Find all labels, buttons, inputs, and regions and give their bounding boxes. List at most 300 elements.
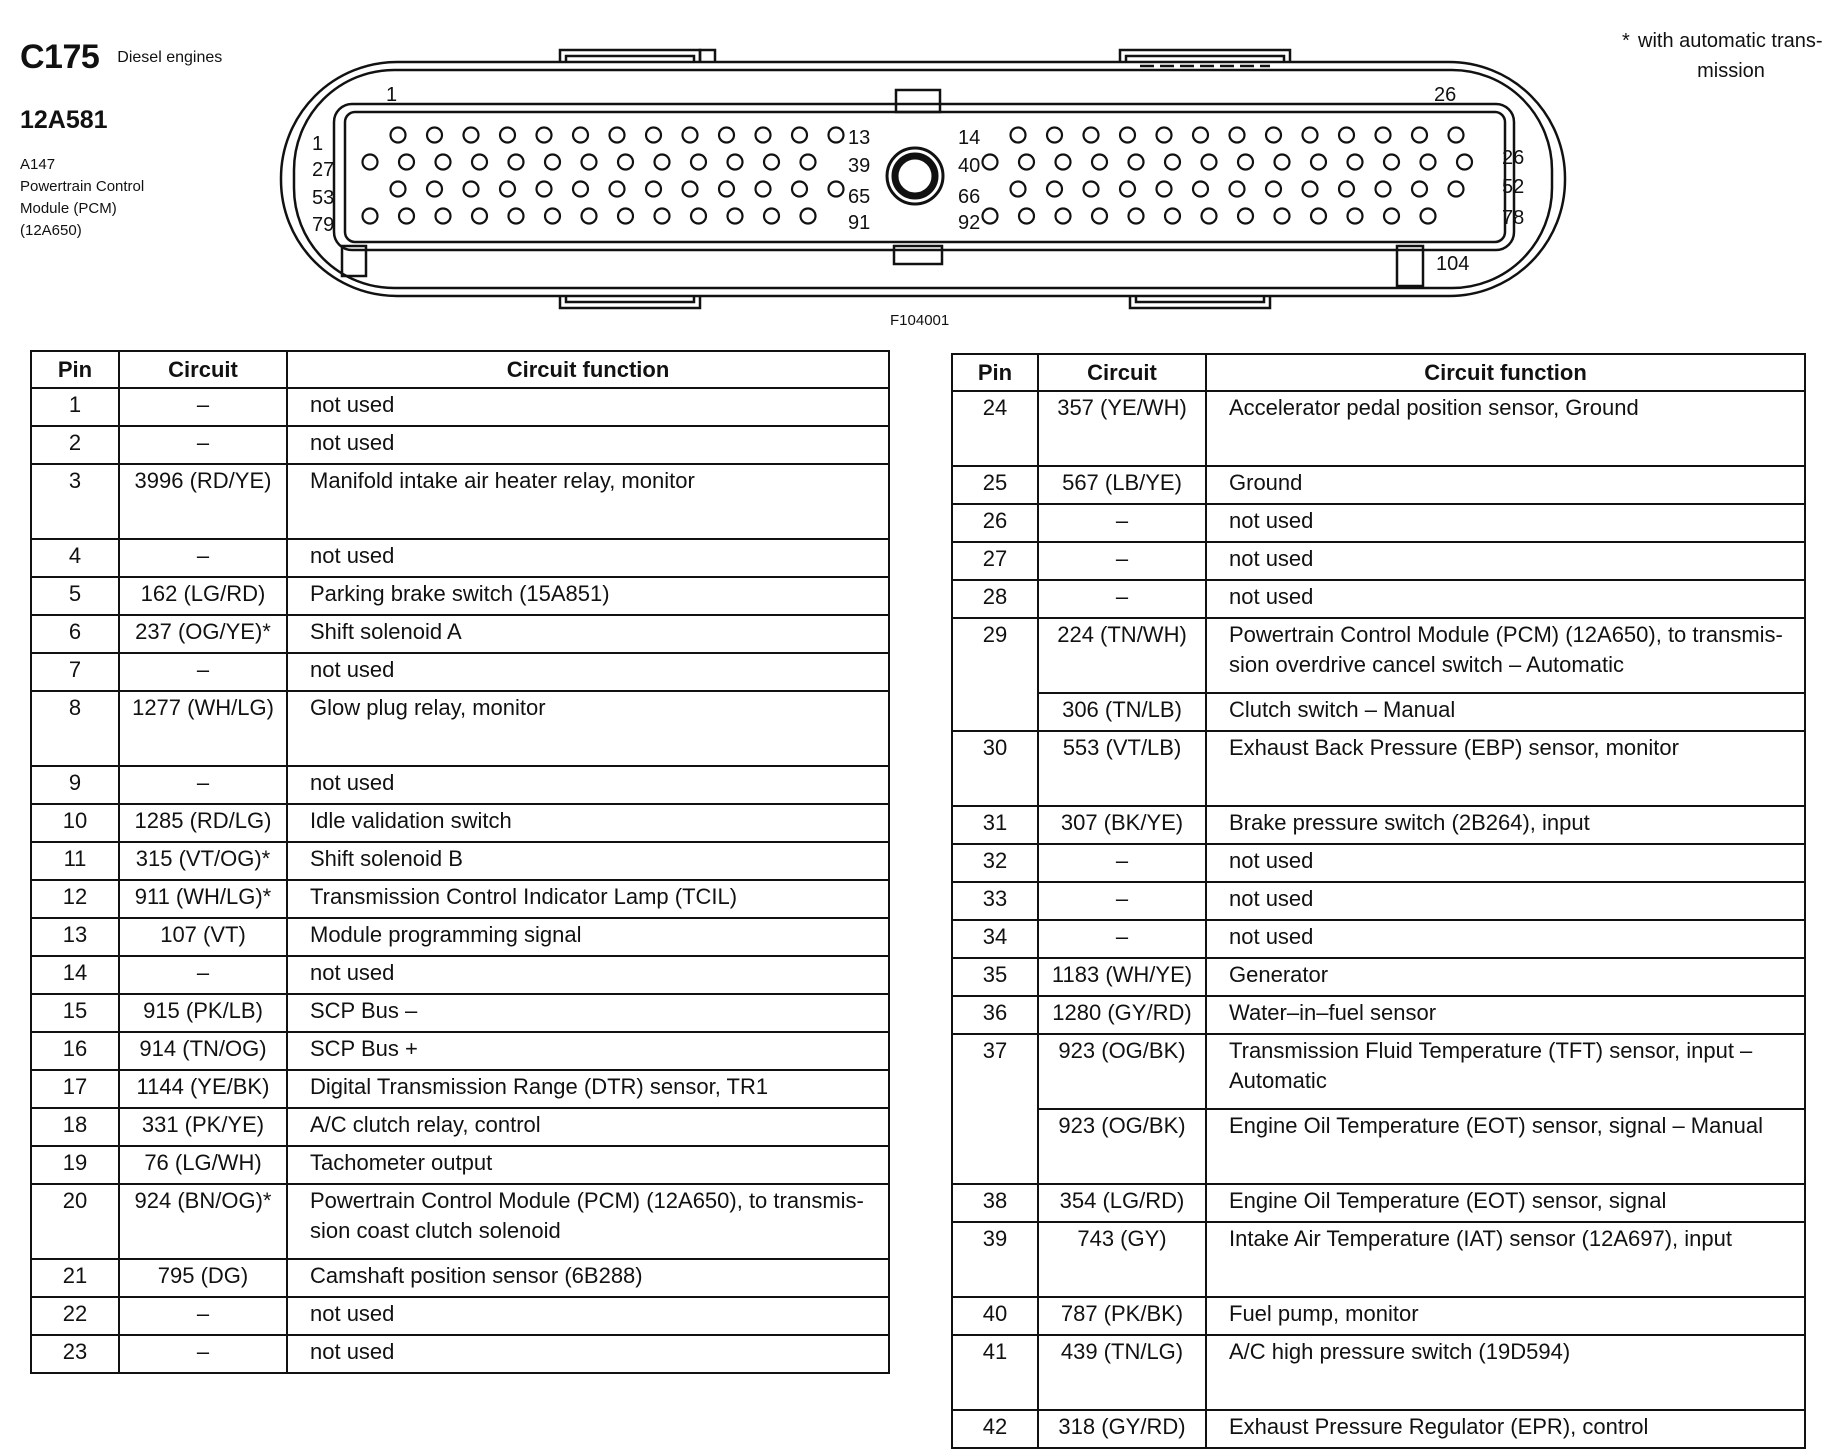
circuit-function: Intake Air Temperature (IAT) sensor (12A697), input <box>1206 1222 1805 1297</box>
pin-hole <box>391 128 406 143</box>
pin-hole <box>1084 128 1099 143</box>
pin-hole <box>756 128 771 143</box>
pin-hole <box>1157 182 1172 197</box>
table-row <box>31 880 889 918</box>
table-row <box>952 882 1805 920</box>
row-start-label: 79 <box>312 214 335 236</box>
circuit-value: 914 (TN/OG) <box>119 1032 287 1070</box>
circuit-function: Idle validation switch <box>287 804 889 842</box>
circuit-function: Engine Oil Temperature (EOT) sensor, signal <box>1206 1184 1805 1222</box>
pin-hole <box>719 128 734 143</box>
connector-description: Diesel engines <box>117 49 223 66</box>
circuit-value: – <box>1038 542 1206 580</box>
pin-hole <box>1165 155 1180 170</box>
header-pin: Pin <box>952 354 1038 391</box>
right-row-end-label: 52 <box>1502 176 1525 198</box>
pin-number: 40 <box>952 1297 1038 1335</box>
corner-label-top-right: 26 <box>1434 84 1457 106</box>
circuit-value: 795 (DG) <box>119 1259 287 1297</box>
circuit-function: A/C high pressure switch (19D594) <box>1206 1335 1805 1410</box>
table-row <box>31 577 889 615</box>
pin-number: 21 <box>31 1259 119 1297</box>
pin-hole <box>1165 209 1180 224</box>
circuit-value: 162 (LG/RD) <box>119 577 287 615</box>
circuit-value: – <box>1038 504 1206 542</box>
circuit-value: – <box>119 956 287 994</box>
right-row-start-label: 92 <box>958 212 981 234</box>
pin-number: 7 <box>31 653 119 691</box>
pin-hole <box>537 182 552 197</box>
pin-hole <box>1449 182 1464 197</box>
circuit-value: 911 (WH/LG)* <box>119 880 287 918</box>
pin-hole <box>472 155 487 170</box>
pin-number: 20 <box>31 1184 119 1259</box>
pin-number: 14 <box>31 956 119 994</box>
pin-hole <box>391 182 406 197</box>
table-row <box>952 996 1805 1034</box>
right-row-start-label: 40 <box>958 155 981 177</box>
pin-hole <box>436 155 451 170</box>
circuit-value: – <box>119 426 287 464</box>
module-line: (12A650) <box>20 222 82 239</box>
pin-hole <box>1047 128 1062 143</box>
pin-number: 12 <box>31 880 119 918</box>
table-row <box>31 1108 889 1146</box>
pin-hole <box>1275 209 1290 224</box>
header-circuit: Circuit <box>1038 354 1206 391</box>
circuit-value: – <box>1038 920 1206 958</box>
circuit-value: – <box>119 539 287 577</box>
circuit-value: 3996 (RD/YE) <box>119 464 287 539</box>
pin-hole <box>1266 182 1281 197</box>
module-line: Powertrain Control <box>20 178 145 195</box>
pin-number: 38 <box>952 1184 1038 1222</box>
circuit-value: – <box>119 653 287 691</box>
pin-hole <box>610 182 625 197</box>
circuit-value: 553 (VT/LB) <box>1038 731 1206 806</box>
circuit-function: Glow plug relay, monitor <box>287 691 889 766</box>
circuit-value: 1285 (RD/LG) <box>119 804 287 842</box>
table-row <box>952 618 1805 693</box>
table-header-row <box>31 351 889 388</box>
circuit-function: Fuel pump, monitor <box>1206 1297 1805 1335</box>
pin-hole <box>1230 128 1245 143</box>
pin-hole <box>1202 155 1217 170</box>
pin-hole <box>1157 128 1172 143</box>
pin-hole <box>1120 182 1135 197</box>
circuit-value: – <box>119 1335 287 1373</box>
table-row <box>31 691 889 766</box>
row-start-label: 53 <box>312 187 335 209</box>
right-row-end-label: 78 <box>1502 207 1525 229</box>
circuit-value: 318 (GY/RD) <box>1038 1410 1206 1448</box>
pin-hole <box>1449 128 1464 143</box>
pin-hole <box>983 155 998 170</box>
left-row-end-label: 91 <box>848 212 871 234</box>
table-row <box>952 542 1805 580</box>
pin-hole <box>1421 155 1436 170</box>
table-row <box>31 464 889 539</box>
table-row <box>952 958 1805 996</box>
pin-hole <box>1011 128 1026 143</box>
footnote-marker: * <box>1622 30 1630 52</box>
circuit-function: not used <box>287 388 889 426</box>
pin-hole <box>983 209 998 224</box>
circuit-value: 923 (OG/BK) <box>1038 1109 1206 1184</box>
circuit-function: Transmission Fluid Temperature (TFT) sensor, input – Automatic <box>1206 1034 1805 1109</box>
pin-hole <box>683 128 698 143</box>
table-row <box>31 1070 889 1108</box>
pin-number: 10 <box>31 804 119 842</box>
circuit-function: not used <box>287 426 889 464</box>
circuit-value: 787 (PK/BK) <box>1038 1297 1206 1335</box>
module-line: Module (PCM) <box>20 200 117 217</box>
pin-hole <box>1019 209 1034 224</box>
pin-hole <box>363 209 378 224</box>
table-row <box>31 388 889 426</box>
pin-hole <box>1238 155 1253 170</box>
circuit-value: 237 (OG/YE)* <box>119 615 287 653</box>
footnote-line-2: mission <box>1697 60 1765 82</box>
pin-hole <box>756 182 771 197</box>
row-start-label: 1 <box>312 133 324 155</box>
circuit-function: Module programming signal <box>287 918 889 956</box>
pin-hole <box>1457 155 1472 170</box>
left-row-end-label: 65 <box>848 186 871 208</box>
circuit-value: – <box>1038 844 1206 882</box>
pin-hole <box>509 155 524 170</box>
pin-hole <box>646 182 661 197</box>
pin-hole <box>399 155 414 170</box>
table-row <box>952 466 1805 504</box>
pin-hole <box>1238 209 1253 224</box>
circuit-value: 76 (LG/WH) <box>119 1146 287 1184</box>
pin-number: 16 <box>31 1032 119 1070</box>
circuit-function: not used <box>287 956 889 994</box>
right-row-start-label: 66 <box>958 186 981 208</box>
circuit-function: SCP Bus – <box>287 994 889 1032</box>
pin-number: 36 <box>952 996 1038 1034</box>
circuit-value: 307 (BK/YE) <box>1038 806 1206 844</box>
table-row <box>31 1297 889 1335</box>
pin-hole <box>829 182 844 197</box>
pin-number: 31 <box>952 806 1038 844</box>
pin-hole <box>719 182 734 197</box>
pin-hole <box>1311 209 1326 224</box>
pin-table-right <box>951 353 1806 1449</box>
table-row <box>952 1184 1805 1222</box>
circuit-function: Generator <box>1206 958 1805 996</box>
pin-number: 37 <box>952 1034 1038 1184</box>
circuit-function: Water–in–fuel sensor <box>1206 996 1805 1034</box>
pin-number: 1 <box>31 388 119 426</box>
pin-number: 30 <box>952 731 1038 806</box>
circuit-function: Clutch switch – Manual <box>1206 693 1805 731</box>
header-circuit: Circuit <box>119 351 287 388</box>
circuit-value: – <box>1038 580 1206 618</box>
pin-hole <box>1303 128 1318 143</box>
table-row <box>31 918 889 956</box>
pin-hole <box>1339 128 1354 143</box>
circuit-function: Parking brake switch (15A851) <box>287 577 889 615</box>
pin-hole <box>618 155 633 170</box>
circuit-value: 439 (TN/LG) <box>1038 1335 1206 1410</box>
table-row <box>31 842 889 880</box>
pin-number: 24 <box>952 391 1038 466</box>
table-row <box>952 504 1805 542</box>
pin-number: 42 <box>952 1410 1038 1448</box>
circuit-function: Powertrain Control Module (PCM) (12A650), to transmis-sion overdrive cancel switch – Automatic <box>1206 618 1805 693</box>
table-row <box>31 1335 889 1373</box>
pin-hole <box>792 182 807 197</box>
table-row <box>31 653 889 691</box>
pin-hole <box>691 155 706 170</box>
pin-hole <box>1193 128 1208 143</box>
circuit-function: Exhaust Back Pressure (EBP) sensor, monitor <box>1206 731 1805 806</box>
circuit-function: not used <box>1206 920 1805 958</box>
pin-hole <box>464 128 479 143</box>
circuit-function: Powertrain Control Module (PCM) (12A650), to transmis-sion coast clutch solenoid <box>287 1184 889 1259</box>
pin-hole <box>1412 128 1427 143</box>
pin-hole <box>691 209 706 224</box>
circuit-value: 107 (VT) <box>119 918 287 956</box>
module-line: A147 <box>20 156 56 173</box>
circuit-function: not used <box>1206 580 1805 618</box>
pin-hole <box>1339 182 1354 197</box>
pin-hole <box>618 209 633 224</box>
part-number: 12A581 <box>20 106 108 134</box>
right-row-end-label: 26 <box>1502 147 1525 169</box>
pin-number: 5 <box>31 577 119 615</box>
circuit-value: – <box>1038 882 1206 920</box>
pin-number: 11 <box>31 842 119 880</box>
footnote-line-1: with automatic trans- <box>1638 30 1823 52</box>
table-row <box>31 956 889 994</box>
circuit-function: not used <box>287 539 889 577</box>
pin-hole <box>1376 182 1391 197</box>
pin-number: 34 <box>952 920 1038 958</box>
circuit-value: – <box>119 766 287 804</box>
figure-id: F104001 <box>890 312 950 329</box>
table-row <box>952 1335 1805 1410</box>
table-row <box>31 994 889 1032</box>
table-row <box>952 1109 1805 1184</box>
circuit-value: 1144 (YE/BK) <box>119 1070 287 1108</box>
circuit-function: not used <box>1206 542 1805 580</box>
header-function: Circuit function <box>287 351 889 388</box>
table-row <box>952 1410 1805 1448</box>
pin-number: 9 <box>31 766 119 804</box>
corner-label-top-left: 1 <box>386 84 398 106</box>
circuit-function: Digital Transmission Range (DTR) sensor, TR1 <box>287 1070 889 1108</box>
pin-hole <box>1303 182 1318 197</box>
pin-number: 13 <box>31 918 119 956</box>
connector-diagram <box>0 0 1840 330</box>
table-row <box>952 693 1805 731</box>
pin-number: 28 <box>952 580 1038 618</box>
right-row-start-label: 14 <box>958 127 981 149</box>
circuit-function: A/C clutch relay, control <box>287 1108 889 1146</box>
pin-hole <box>1376 128 1391 143</box>
pin-number: 15 <box>31 994 119 1032</box>
pin-hole <box>1421 209 1436 224</box>
header-function: Circuit function <box>1206 354 1805 391</box>
pin-hole <box>500 128 515 143</box>
pin-hole <box>764 155 779 170</box>
pin-hole <box>1084 182 1099 197</box>
circuit-function: not used <box>287 1335 889 1373</box>
pin-hole <box>500 182 515 197</box>
row-start-label: 27 <box>312 159 335 181</box>
pin-number: 29 <box>952 618 1038 731</box>
table-header-row <box>952 354 1805 391</box>
circuit-value: 567 (LB/YE) <box>1038 466 1206 504</box>
left-row-end-label: 39 <box>848 155 871 177</box>
circuit-value: 224 (TN/WH) <box>1038 618 1206 693</box>
connector-id: C175 <box>20 38 100 76</box>
table-row <box>31 426 889 464</box>
circuit-value: 923 (OG/BK) <box>1038 1034 1206 1109</box>
pin-hole <box>655 209 670 224</box>
pin-hole <box>728 209 743 224</box>
pin-number: 2 <box>31 426 119 464</box>
pin-hole <box>427 182 442 197</box>
pin-hole <box>399 209 414 224</box>
circuit-value: 1183 (WH/YE) <box>1038 958 1206 996</box>
pin-hole <box>545 209 560 224</box>
circuit-function: not used <box>287 766 889 804</box>
pin-hole <box>464 182 479 197</box>
table-row <box>31 1032 889 1070</box>
circuit-function: Shift solenoid A <box>287 615 889 653</box>
circuit-function: not used <box>287 1297 889 1335</box>
pin-number: 32 <box>952 844 1038 882</box>
pin-hole <box>1384 209 1399 224</box>
circuit-value: 1280 (GY/RD) <box>1038 996 1206 1034</box>
circuit-function: Transmission Control Indicator Lamp (TCIL) <box>287 880 889 918</box>
circuit-value: 306 (TN/LB) <box>1038 693 1206 731</box>
table-row <box>952 580 1805 618</box>
circuit-function: not used <box>1206 844 1805 882</box>
table-row <box>31 1259 889 1297</box>
circuit-function: Brake pressure switch (2B264), input <box>1206 806 1805 844</box>
circuit-function: Exhaust Pressure Regulator (EPR), control <box>1206 1410 1805 1448</box>
left-row-end-label: 13 <box>848 127 871 149</box>
circuit-value: 915 (PK/LB) <box>119 994 287 1032</box>
circuit-value: 354 (LG/RD) <box>1038 1184 1206 1222</box>
pin-hole <box>509 209 524 224</box>
pin-number: 26 <box>952 504 1038 542</box>
table-row <box>31 1146 889 1184</box>
pin-hole <box>1056 155 1071 170</box>
pin-hole <box>1092 209 1107 224</box>
pin-hole <box>582 209 597 224</box>
pin-hole <box>436 209 451 224</box>
pin-hole <box>1275 155 1290 170</box>
table-row <box>952 1297 1805 1335</box>
pin-hole <box>801 209 816 224</box>
circuit-function: Accelerator pedal position sensor, Ground <box>1206 391 1805 466</box>
circuit-value: – <box>119 1297 287 1335</box>
center-bolt <box>887 148 943 204</box>
pin-hole <box>573 128 588 143</box>
pin-hole <box>683 182 698 197</box>
circuit-value: – <box>119 388 287 426</box>
pin-hole <box>655 155 670 170</box>
header-pin: Pin <box>31 351 119 388</box>
pin-hole <box>801 155 816 170</box>
pin-number: 27 <box>952 542 1038 580</box>
pin-hole <box>1092 155 1107 170</box>
pin-hole <box>537 128 552 143</box>
table-row <box>952 391 1805 466</box>
pin-hole <box>1202 209 1217 224</box>
pin-number: 3 <box>31 464 119 539</box>
circuit-function: Engine Oil Temperature (EOT) sensor, signal – Manual <box>1206 1109 1805 1184</box>
pin-hole <box>610 128 625 143</box>
pin-number: 6 <box>31 615 119 653</box>
circuit-function: not used <box>287 653 889 691</box>
pin-number: 4 <box>31 539 119 577</box>
pin-hole <box>1230 182 1245 197</box>
pin-number: 8 <box>31 691 119 766</box>
pin-hole <box>1348 209 1363 224</box>
pin-number: 18 <box>31 1108 119 1146</box>
circuit-value: 357 (YE/WH) <box>1038 391 1206 466</box>
circuit-function: not used <box>1206 504 1805 542</box>
circuit-function: not used <box>1206 882 1805 920</box>
pin-hole <box>1348 155 1363 170</box>
table-row <box>952 806 1805 844</box>
table-row <box>31 804 889 842</box>
pin-hole <box>1047 182 1062 197</box>
circuit-function: Ground <box>1206 466 1805 504</box>
pin-hole <box>646 128 661 143</box>
pin-number: 23 <box>31 1335 119 1373</box>
table-row <box>31 539 889 577</box>
circuit-function: SCP Bus + <box>287 1032 889 1070</box>
corner-label-bottom-right: 104 <box>1436 253 1470 275</box>
table-row <box>31 1184 889 1259</box>
table-row <box>952 1034 1805 1109</box>
pin-hole <box>472 209 487 224</box>
pin-hole <box>792 128 807 143</box>
pin-hole <box>1129 155 1144 170</box>
pin-number: 33 <box>952 882 1038 920</box>
pin-hole <box>545 155 560 170</box>
pin-number: 19 <box>31 1146 119 1184</box>
pin-hole <box>829 128 844 143</box>
circuit-value: 315 (VT/OG)* <box>119 842 287 880</box>
table-row <box>952 844 1805 882</box>
pin-number: 41 <box>952 1335 1038 1410</box>
pin-hole <box>1129 209 1144 224</box>
table-row <box>952 731 1805 806</box>
pin-hole <box>728 155 743 170</box>
circuit-function: Manifold intake air heater relay, monitor <box>287 464 889 539</box>
pin-hole <box>363 155 378 170</box>
pin-hole <box>1266 128 1281 143</box>
table-row <box>31 615 889 653</box>
pin-hole <box>1011 182 1026 197</box>
pin-hole <box>1412 182 1427 197</box>
circuit-function: Tachometer output <box>287 1146 889 1184</box>
pin-hole <box>1193 182 1208 197</box>
circuit-function: Shift solenoid B <box>287 842 889 880</box>
circuit-value: 743 (GY) <box>1038 1222 1206 1297</box>
pin-hole <box>1019 155 1034 170</box>
pin-hole <box>1311 155 1326 170</box>
